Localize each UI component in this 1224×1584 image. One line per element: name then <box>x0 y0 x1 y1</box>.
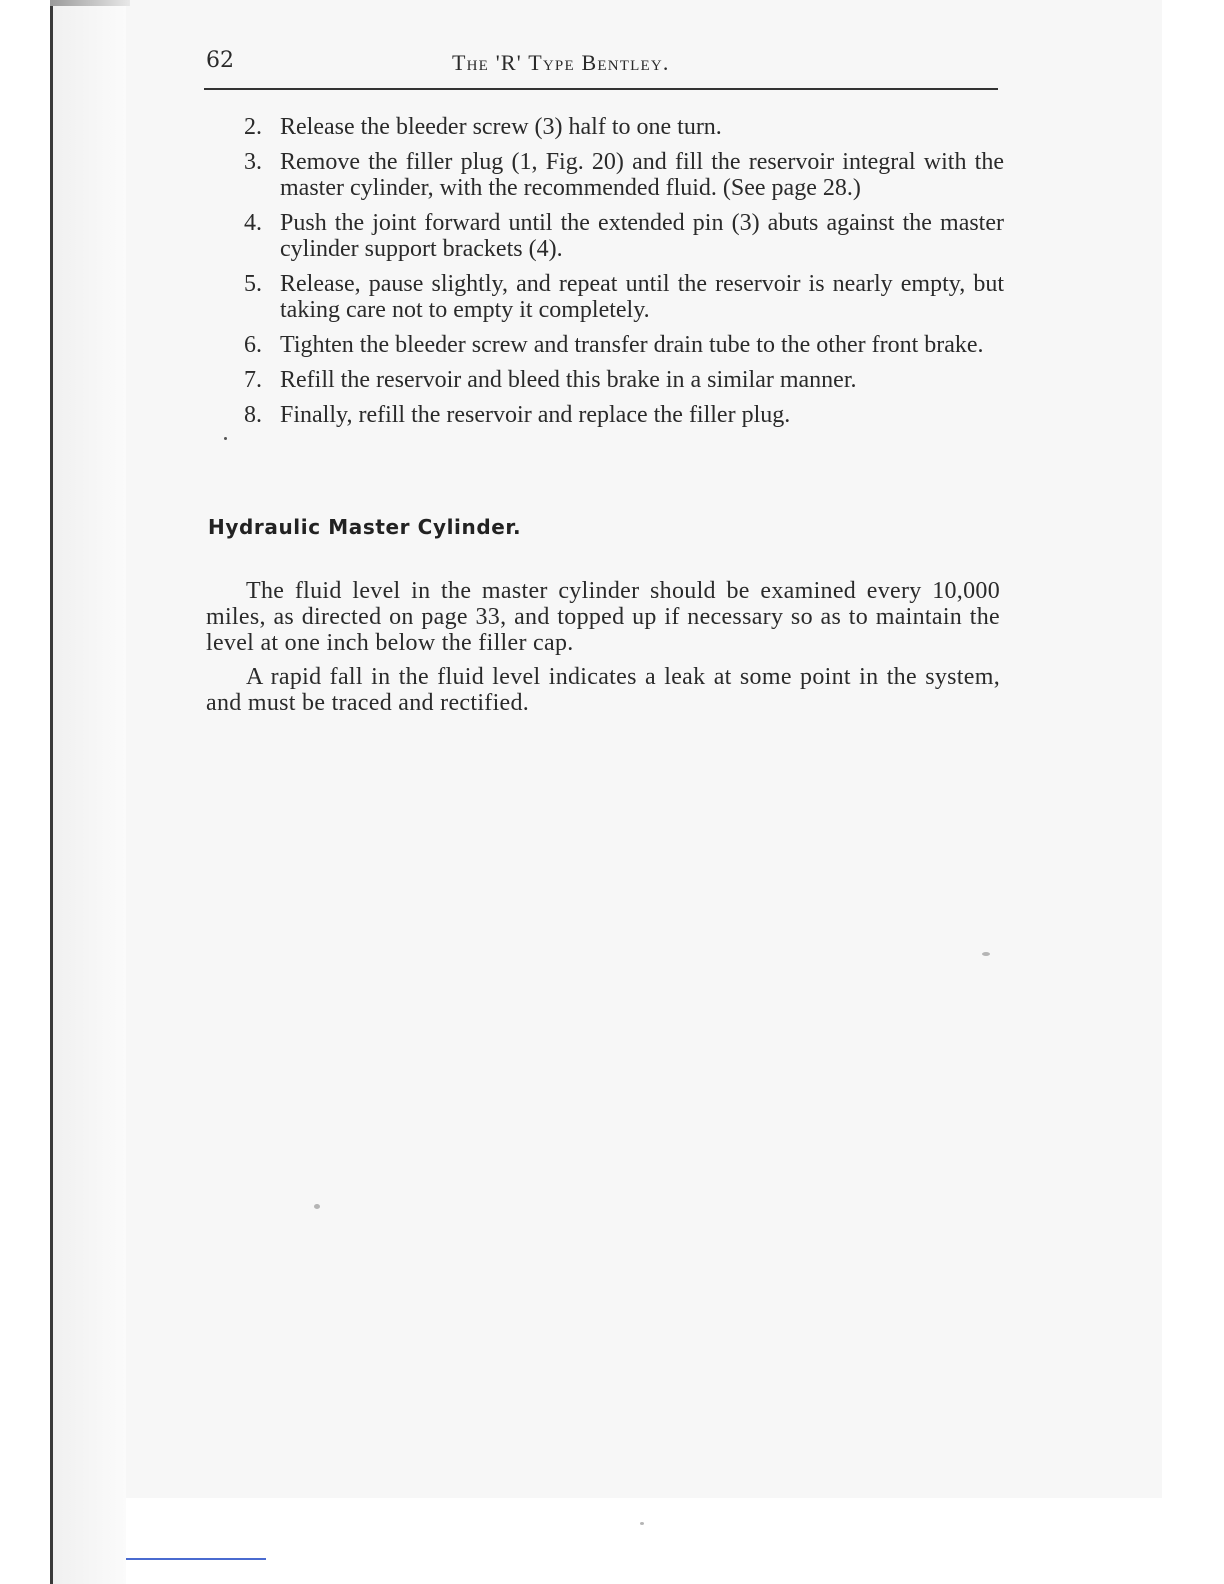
scan-edge-line <box>126 1558 266 1560</box>
list-item <box>244 149 1004 201</box>
running-head <box>206 44 998 80</box>
list-item <box>244 210 1004 262</box>
step-text: Release, pause slightly, and repeat until the reservoir is nearly empty, but taking care not to empty it completely. <box>280 271 1004 323</box>
step-number: 5. <box>244 271 262 297</box>
scan-speck <box>982 952 990 956</box>
procedure-steps <box>244 114 1004 437</box>
scan-speck <box>314 1204 320 1209</box>
body-paragraph: The fluid level in the master cylinder should be examined every 10,000 miles, as directed on page 33, and topped up if necessary so as to maintain the level at one inch below the filler cap. <box>206 578 1000 656</box>
scan-margin <box>53 0 126 1584</box>
step-text: Remove the filler plug (1, Fig. 20) and fill the reservoir integral with the master cylinder, with the recommended fluid. (See page 28.) <box>280 149 1004 201</box>
scan-corner-mark <box>50 0 130 6</box>
list-item <box>244 367 1004 393</box>
running-title: The 'R' Type Bentley. <box>452 50 670 75</box>
stray-mark <box>224 437 227 440</box>
step-number: 7. <box>244 367 262 393</box>
step-text: Tighten the bleeder screw and transfer drain tube to the other front brake. <box>280 332 984 358</box>
step-number: 8. <box>244 402 262 428</box>
step-text: Release the bleeder screw (3) half to one turn. <box>280 114 722 140</box>
page-number: 62 <box>206 48 234 73</box>
body-paragraph: A rapid fall in the fluid level indicates a leak at some point in the system, and must be traced and rectified. <box>206 664 1000 716</box>
step-number: 6. <box>244 332 262 358</box>
step-number: 4. <box>244 210 262 236</box>
scan-speck <box>640 1522 644 1525</box>
list-item <box>244 114 1004 140</box>
section-heading: Hydraulic Master Cylinder. <box>208 515 522 539</box>
step-text: Refill the reservoir and bleed this brake in a similar manner. <box>280 367 857 393</box>
list-item <box>244 271 1004 323</box>
step-text: Push the joint forward until the extended pin (3) abuts against the master cylinder support brackets (4). <box>280 210 1004 262</box>
step-number: 3. <box>244 149 262 175</box>
list-item <box>244 332 1004 358</box>
list-item <box>244 402 1004 428</box>
header-rule <box>204 88 998 90</box>
scan-edge <box>50 0 53 1584</box>
step-text: Finally, refill the reservoir and replace the filler plug. <box>280 402 791 428</box>
step-number: 2. <box>244 114 262 140</box>
